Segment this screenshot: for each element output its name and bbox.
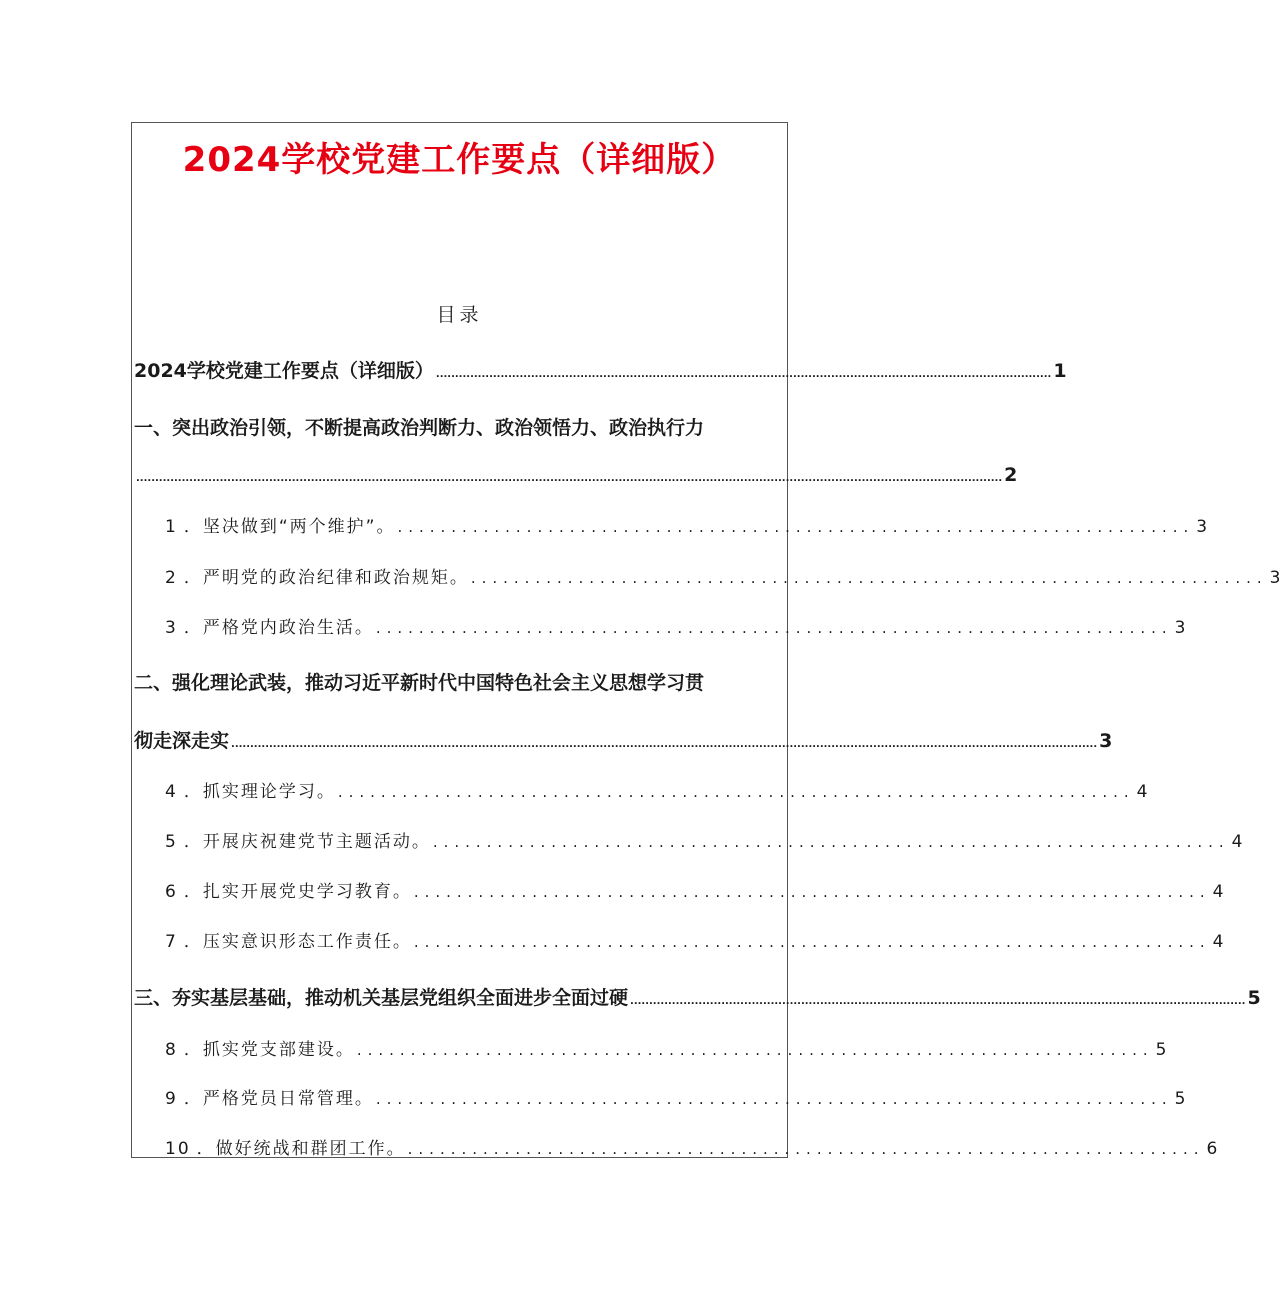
toc-entry-item-3[interactable] xyxy=(165,613,1186,638)
toc-page-number: 5 xyxy=(1174,1089,1186,1109)
toc-entry-label: 彻走深走实 xyxy=(134,730,230,752)
toc-entry-item-9[interactable] xyxy=(165,1084,1186,1109)
toc-page-number: 4 xyxy=(1212,932,1224,952)
toc-entry-label: ．抓实党支部建设。 xyxy=(183,1040,355,1060)
toc-entry-label: ．严格党内政治生活。 xyxy=(183,618,374,638)
toc-entry-label: ．抓实理论学习。 xyxy=(183,782,336,802)
toc-entry-item-5[interactable] xyxy=(165,827,1243,852)
toc-leader-dots: .......................................................................... xyxy=(413,933,1211,951)
toc-leader-dots: .......................................................................... xyxy=(337,783,1135,801)
toc-leader-dots: .......................................................................... xyxy=(397,518,1195,536)
toc-leader-dots: .......................................................................... xyxy=(375,1090,1173,1108)
document-title: 2024学校党建工作要点（详细版） xyxy=(182,140,737,180)
toc-entry-section-one[interactable] xyxy=(134,464,1018,486)
toc-item-number: 2 xyxy=(165,568,178,588)
toc-leader-dots: .................................................................................................................................................................. xyxy=(630,996,1246,1007)
toc-item-number: 4 xyxy=(165,782,178,802)
toc-page-number: 3 xyxy=(1196,517,1208,537)
toc-entry-label: ．坚决做到“两个维护”。 xyxy=(183,517,396,537)
toc-entry-label: ．严明党的政治纪律和政治规矩。 xyxy=(183,568,469,588)
toc-entry-label: ．压实意识形态工作责任。 xyxy=(183,932,412,952)
toc-leader-dots: .......................................................................... xyxy=(413,883,1211,901)
toc-leader-dots: .......................................................................... xyxy=(407,1140,1205,1158)
toc-entry-item-6[interactable] xyxy=(165,877,1224,902)
toc-entry-main-title[interactable] xyxy=(134,356,1067,383)
toc-leader-dots: .................................................................................................................................................................................................................................... xyxy=(231,739,1098,750)
toc-item-number: 7 xyxy=(165,932,178,952)
toc-leader-dots: .................................................................................................................................................................. xyxy=(435,369,1052,380)
toc-entry-label: ．严格党员日常管理。 xyxy=(183,1089,374,1109)
toc-page-number: 5 xyxy=(1247,987,1261,1009)
toc-entry-item-4[interactable] xyxy=(165,777,1148,802)
toc-item-number: 3 xyxy=(165,618,178,638)
toc-entry-label: 2024学校党建工作要点（详细版） xyxy=(134,360,434,382)
toc-item-number: 6 xyxy=(165,882,178,902)
toc-entry-item-8[interactable] xyxy=(165,1035,1167,1060)
toc-page-number: 3 xyxy=(1099,730,1113,752)
toc-section-two-line1[interactable]: 二、强化理论武装，推动习近平新时代中国特色社会主义思想学习贯 xyxy=(134,672,705,694)
toc-entry-label: 三、夯实基层基础，推动机关基层党组织全面进步全面过硬 xyxy=(134,987,629,1009)
toc-leader-dots: .................................................................................................................................................................................................................................... xyxy=(136,473,1003,484)
toc-leader-dots: .......................................................................... xyxy=(470,569,1268,587)
toc-entry-item-2[interactable] xyxy=(165,563,1281,588)
toc-page-number: 4 xyxy=(1212,882,1224,902)
toc-entry-section-two[interactable] xyxy=(134,726,1113,753)
toc-page-number: 1 xyxy=(1053,360,1067,382)
toc-section-one-line1[interactable]: 一、突出政治引领，不断提高政治判断力、政治领悟力、政治执行力 xyxy=(134,417,705,439)
toc-entry-item-10[interactable] xyxy=(165,1134,1218,1159)
toc-item-number: 1 xyxy=(165,517,178,537)
toc-entry-section-three[interactable] xyxy=(134,983,1261,1010)
toc-heading: 目录 xyxy=(436,304,483,326)
toc-entry-item-7[interactable] xyxy=(165,927,1224,952)
toc-page-number: 5 xyxy=(1155,1040,1167,1060)
toc-entry-label: ．扎实开展党史学习教育。 xyxy=(183,882,412,902)
toc-page-number: 2 xyxy=(1004,464,1018,486)
toc-leader-dots: .......................................................................... xyxy=(356,1041,1154,1059)
toc-item-number: 8 xyxy=(165,1040,178,1060)
toc-page-number: 3 xyxy=(1174,618,1186,638)
toc-entry-label: ．开展庆祝建党节主题活动。 xyxy=(183,832,431,852)
toc-item-number: 9 xyxy=(165,1089,178,1109)
toc-leader-dots: .......................................................................... xyxy=(375,619,1173,637)
toc-page-number: 4 xyxy=(1231,832,1243,852)
toc-item-number: 10 xyxy=(165,1139,191,1159)
toc-page-number: 3 xyxy=(1269,568,1281,588)
toc-leader-dots: .......................................................................... xyxy=(432,833,1230,851)
toc-entry-label: ．做好统战和群团工作。 xyxy=(196,1139,406,1159)
toc-entry-item-1[interactable] xyxy=(165,512,1208,537)
toc-page-number: 6 xyxy=(1206,1139,1218,1159)
toc-page-number: 4 xyxy=(1136,782,1148,802)
toc-item-number: 5 xyxy=(165,832,178,852)
